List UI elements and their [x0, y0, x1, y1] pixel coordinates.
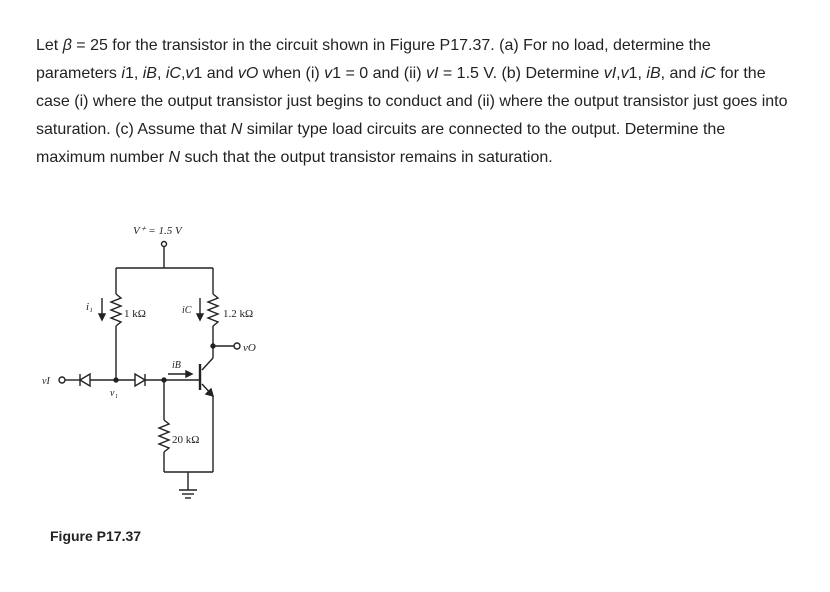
text-run: i [121, 65, 125, 82]
text-run: = 25 for the transistor in the circuit shown in Figure P17.37. (a) For no load, determine the parameters [36, 37, 711, 82]
text-run: v [185, 65, 194, 82]
collector-lead [202, 358, 213, 370]
text-run: , [156, 65, 166, 82]
r2-label: 1.2 kΩ [223, 308, 254, 320]
text-run: v [620, 65, 629, 82]
text-run: 1 and [193, 65, 238, 82]
i1-label: i₁ [86, 301, 93, 313]
problem-statement [36, 32, 796, 172]
text-run: for the case (i) where the output transistor just begins to conduct and (ii) where the output transistor just goes into saturation. (c) Assume that [36, 65, 788, 138]
text-run: β [62, 37, 72, 54]
i1-arrowhead [99, 314, 105, 320]
circuit-diagram [30, 210, 290, 510]
text-run: iB [142, 65, 157, 82]
node-v1-dot [114, 378, 118, 382]
text-run: 1, [124, 65, 143, 82]
figure-caption: Figure P17.37 [50, 528, 142, 544]
input-terminal [59, 377, 65, 383]
text-run: vO [237, 65, 259, 82]
r3-resistor [159, 420, 169, 452]
text-run: N [168, 149, 181, 166]
ib-arrowhead [186, 371, 192, 377]
r3-label: 20 kΩ [172, 434, 200, 446]
text-run: = 1.5 V. (b) Determine [438, 65, 604, 82]
text-run: iB [646, 65, 661, 82]
text-run: Let [36, 37, 63, 54]
text-run: iC [700, 65, 716, 82]
supply-label: V⁺ = 1.5 V [133, 225, 182, 237]
supply-terminal [162, 242, 167, 247]
text-run: vI [425, 65, 439, 82]
r1-resistor [111, 294, 121, 326]
text-run: 1, [628, 65, 647, 82]
text-run: , [616, 65, 621, 82]
ic-arrowhead [197, 314, 203, 320]
vi-label: vI [42, 376, 50, 387]
text-run: when (i) [258, 65, 325, 82]
ic-label: iC [182, 305, 192, 316]
text-run: iC [165, 65, 181, 82]
v1-label: v₁ [110, 388, 118, 399]
output-terminal [234, 343, 240, 349]
text-run: v [324, 65, 333, 82]
ib-label: iB [172, 360, 181, 371]
text-run: such that the output transistor remains in saturation. [180, 149, 553, 166]
text-run: , and [660, 65, 701, 82]
text-run: similar type load circuits are connected to the output. Determine the maximum number [36, 121, 726, 166]
text-run: , [180, 65, 186, 82]
r1-label: 1 kΩ [124, 308, 146, 320]
text-run: vI [603, 65, 617, 82]
r2-resistor [208, 294, 218, 326]
input-diode [80, 374, 90, 386]
text-run: N [230, 121, 243, 138]
text-run: 1 = 0 and (ii) [332, 65, 426, 82]
vo-label: vO [243, 342, 256, 354]
level-shift-diode [135, 374, 145, 386]
